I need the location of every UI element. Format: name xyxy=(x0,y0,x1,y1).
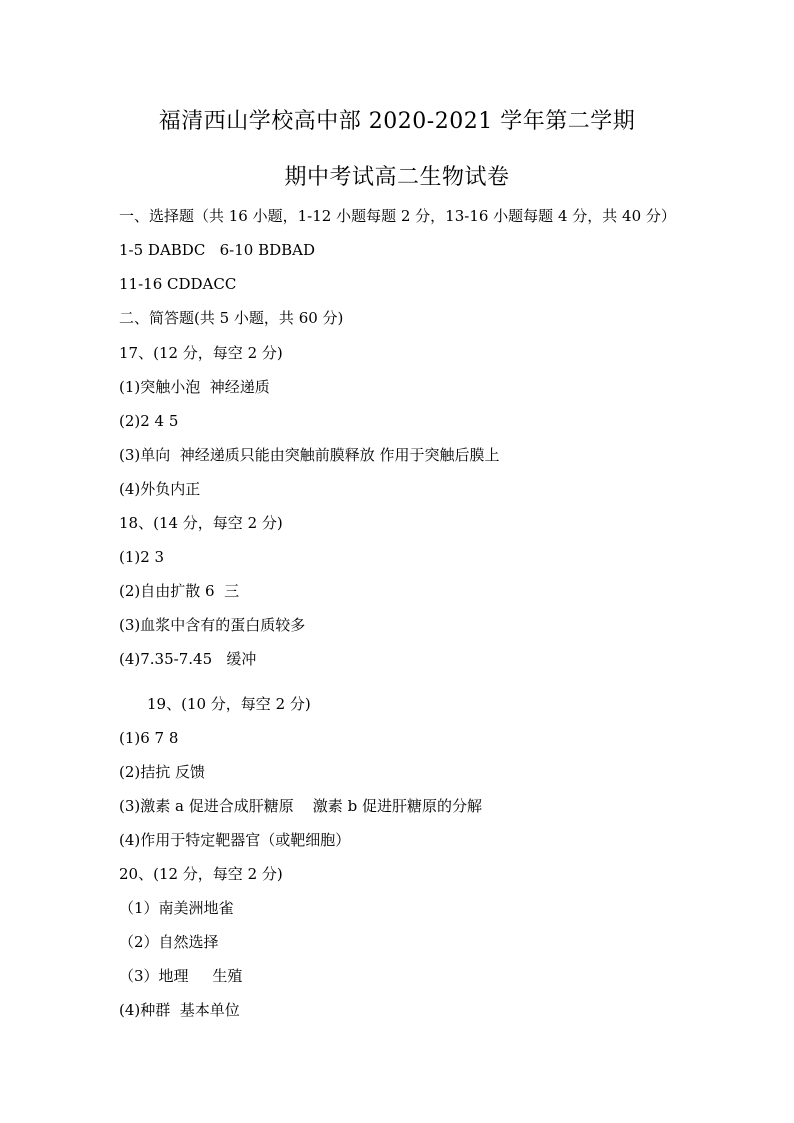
q20-answer-1: （1）南美洲地雀 xyxy=(119,899,234,917)
q20-answer-4: (4)种群 基本单位 xyxy=(119,1001,240,1019)
q19-answer-3: (3)激素 a 促进合成肝糖原 激素 b 促进肝糖原的分解 xyxy=(119,797,482,815)
q18-heading: 18、(14 分，每空 2 分) xyxy=(119,514,283,532)
section1-heading: 一、选择题（共 16 小题，1-12 小题每题 2 分，13-16 小题每题 4 分，共 40 分） xyxy=(119,207,676,225)
q17-answer-1: (1)突触小泡 神经递质 xyxy=(119,378,270,396)
q17-heading: 17、(12 分，每空 2 分) xyxy=(119,344,283,362)
q18-answer-2: (2)自由扩散 6 三 xyxy=(119,582,240,600)
q20-answer-3: （3）地理 生殖 xyxy=(119,967,243,985)
q18-answer-3: (3)血浆中含有的蛋白质较多 xyxy=(119,616,306,634)
q19-heading: 19、(10 分，每空 2 分) xyxy=(147,695,311,713)
q19-answer-1: (1)6 7 8 xyxy=(119,729,179,747)
q20-answer-2: （2）自然选择 xyxy=(119,933,219,951)
q17-answer-4: (4)外负内正 xyxy=(119,480,201,498)
q17-answer-3: (3)单向 神经递质只能由突触前膜释放 作用于突触后膜上 xyxy=(119,446,500,464)
q18-answer-1: (1)2 3 xyxy=(119,548,165,566)
q19-answer-2: (2)拮抗 反馈 xyxy=(119,763,206,781)
q18-answer-4: (4)7.35-7.45 缓冲 xyxy=(119,650,257,668)
section1-answers-11-16: 11-16 CDDACC xyxy=(119,275,237,293)
document-subtitle: 期中考试高二生物试卷 xyxy=(284,165,510,190)
q19-answer-4: (4)作用于特定靶器官（或靶细胞） xyxy=(119,831,351,849)
section1-answers-1-10: 1-5 DABDC 6-10 BDBAD xyxy=(119,241,316,259)
document-title: 福清西山学校高中部 2020-2021 学年第二学期 xyxy=(158,109,636,134)
q20-heading: 20、(12 分，每空 2 分) xyxy=(119,865,283,883)
section2-heading: 二、简答题(共 5 小题，共 60 分) xyxy=(119,309,344,327)
q17-answer-2: (2)2 4 5 xyxy=(119,412,179,430)
